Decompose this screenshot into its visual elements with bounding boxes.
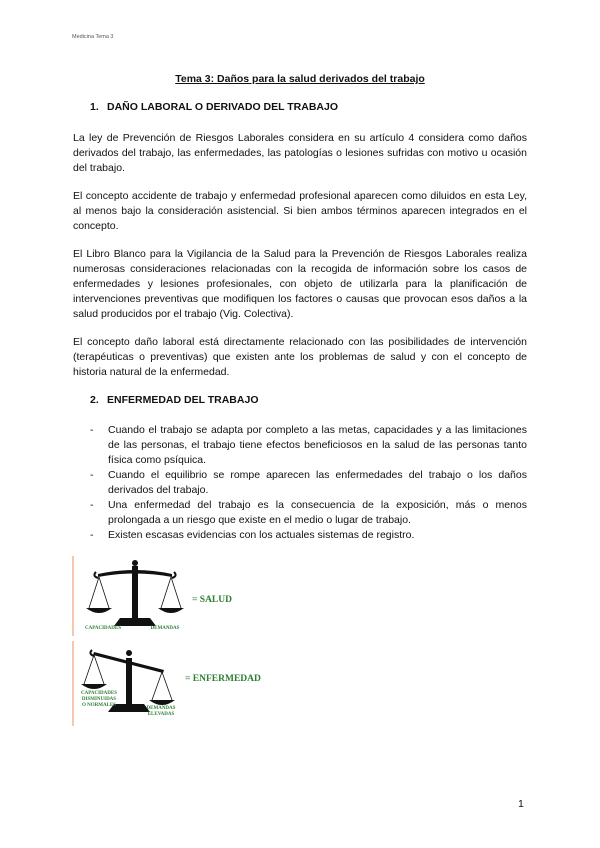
pan-label [74, 691, 124, 709]
list-item-text: Existen escasas evidencias con los actuales sistemas de registro. [108, 529, 415, 541]
list-item [90, 423, 527, 468]
bullet-marker: - [90, 469, 94, 481]
running-header: Medicina Tema 3 [72, 34, 114, 40]
list-item-text: Cuando el trabajo se adapta por completo a las metas, capacidades y a las limitaciones de las personas, el trabajo tiene efectos beneficiosos en la salud de las personas tanto física como psíquica. [108, 424, 527, 466]
pan-label: CAPACIDADES [84, 626, 122, 631]
page-number: 1 [518, 798, 524, 810]
bullet-marker: - [90, 424, 94, 436]
balanced-scale-icon [80, 558, 190, 636]
pan-label-line: ELEVADAS [147, 712, 175, 717]
pan-label-line: O NORMALES [81, 703, 117, 708]
pan-label-line: CAPACIDADES [80, 691, 118, 696]
list-item-text: Una enfermedad del trabajo es la consecuencia de la exposición, más o menos prolongada a un riesgo que existe en el medio o lugar de trabajo. [108, 499, 527, 526]
paragraph: El Libro Blanco para la Vigilancia de la Salud para la Prevención de Riesgos Laborales realiza numerosas consideraciones relacionadas con la recogida de información sobre los casos de enfermedades y lesiones profesionales, con objeto de utilizarla para la planificación de intervenciones preventivas que modifiquen los factores o causas que provocan esos daños a la salud producidos por el trabajo (Vig. Colectiva). [73, 248, 527, 320]
section-2-number: 2. [90, 394, 99, 406]
bullet-list [90, 423, 527, 543]
pan-label-line: DISMINUIDAS [81, 697, 117, 702]
salud-label: = SALUD [192, 595, 232, 605]
paragraph: El concepto accidente de trabajo y enfermedad profesional aparecen como diluidos en esta Ley, al menos bajo la consideración asistencial. Si bien ambos términos aparecen integrados en el concepto. [73, 190, 527, 232]
pan-label: DEMANDAS [150, 626, 180, 631]
enfermedad-label: = ENFERMEDAD [185, 674, 261, 684]
section-1-number: 1. [90, 101, 99, 113]
list-item [90, 528, 527, 543]
paragraph: La ley de Prevención de Riesgos Laborales considera en su artículo 4 considera como daños derivados del trabajo, las enfermedades, las patologías o lesiones sufridas con motivo u ocasión del trabajo. [73, 132, 527, 174]
accent-bar [72, 556, 74, 636]
list-item [90, 498, 527, 528]
pan-label [136, 706, 186, 718]
bullet-marker: - [90, 529, 94, 541]
list-item [90, 468, 527, 498]
page-title: Tema 3: Daños para la salud derivados del trabajo [175, 73, 425, 85]
bullet-marker: - [90, 499, 94, 511]
list-item-text: Cuando el equilibrio se rompe aparecen las enfermedades del trabajo o los daños derivados del trabajo. [108, 469, 527, 496]
pan-label-line: DEMANDAS [146, 706, 176, 711]
paragraph: El concepto daño laboral está directamente relacionado con las posibilidades de intervención (terapéuticas o preventivas) que existen ante los problemas de salud y con el concepto de historia natural de la enfermedad. [73, 336, 527, 378]
section-1-title: DAÑO LABORAL O DERIVADO DEL TRABAJO [107, 101, 339, 113]
section-1-heading [90, 101, 338, 113]
section-2-title: ENFERMEDAD DEL TRABAJO [107, 394, 259, 406]
section-2-heading [90, 394, 258, 406]
balance-scale-figure [72, 556, 302, 726]
